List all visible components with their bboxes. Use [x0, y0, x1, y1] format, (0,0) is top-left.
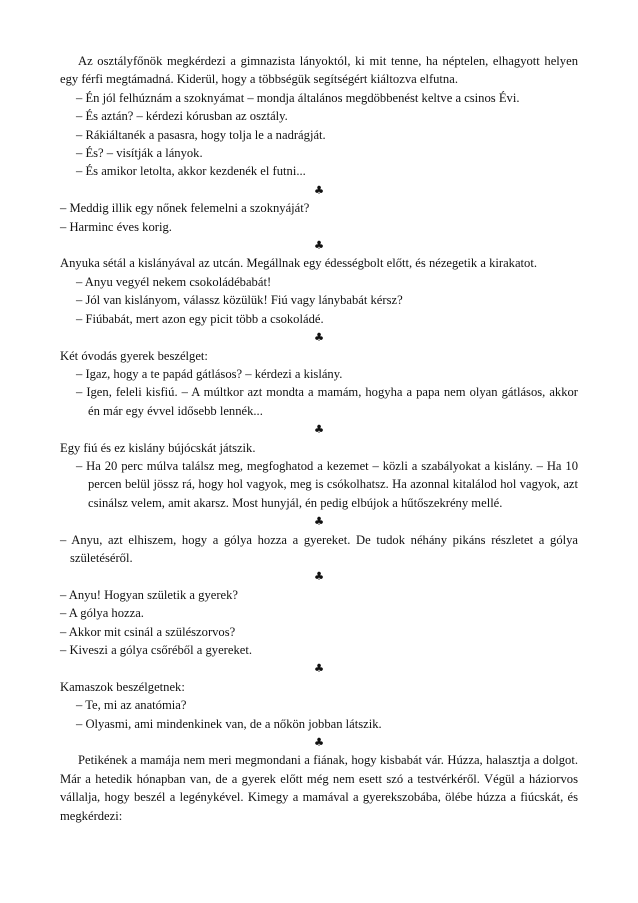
joke-5-line-1: – Ha 20 perc múlva találsz meg, megfoghatod a kezemet – közli a szabályokat a kislány. – Ha 10 percen belül jössz rá, hogy hol vagyok, meg is csókolhatsz. Ha azonnal kitalálod hol vagyok, azt csinálsz velem, amit akarsz. Most hunyjál, én pedig elbújok a hűtőszekrény mellé.	[76, 458, 578, 510]
joke-2-line-1: – Meddig illik egy nőnek felemelni a szoknyáját?	[60, 201, 310, 216]
club-separator-icon: ♣	[313, 422, 325, 437]
joke-8-intro: Kamaszok beszélgetnek:	[60, 679, 185, 694]
document-page	[60, 52, 578, 825]
joke-3-line-3: – Fiúbabát, mert azon egy picit több a csokoládé.	[76, 311, 324, 326]
joke-7-line-1: – Anyu! Hogyan születik a gyerek?	[60, 587, 239, 602]
joke-4-line-1: – Igaz, hogy a te papád gátlásos? – kérdezi a kislány.	[76, 366, 343, 381]
club-separator-icon: ♣	[313, 661, 325, 676]
joke-3-line-1: – Anyu vegyél nekem csokoládébabát!	[76, 274, 272, 289]
club-separator-icon: ♣	[313, 238, 325, 253]
joke-5-intro: Egy fiú és ez kislány bújócskát játszik.	[60, 440, 256, 455]
joke-7-line-3: – Akkor mit csinál a szülészorvos?	[60, 624, 236, 639]
joke-7-line-2: – A gólya hozza.	[60, 606, 144, 621]
joke-1-line-5: – És amikor letolta, akkor kezdenék el futni...	[76, 164, 306, 179]
joke-3-intro: Anyuka sétál a kislányával az utcán. Megállnak egy édességbolt előtt, és nézegetik a kirakatot.	[60, 256, 537, 271]
club-separator-icon: ♣	[313, 735, 325, 750]
joke-6-line-1: – Anyu, azt elhiszem, hogy a gólya hozza a gyereket. De tudok néhány pikáns részletet a gólya születéséről.	[60, 532, 578, 565]
joke-1-line-3: – Rákiáltanék a pasasra, hogy tolja le a nadrágját.	[76, 127, 326, 142]
joke-9-intro: Petikének a mamája nem meri megmondani a fiának, hogy kisbabát vár. Húzza, halasztja a dolgot. Már a hetedik hónapban van, de a gyerek előtt még nem esett szó a testvérkéről. Végül a háziorvos vállalja, hogy beszél a legénykével. Kimegy a mamával a gyerekszobába, ölébe húzza a fiúcskát, és megkérdezi:	[60, 753, 578, 823]
club-separator-icon: ♣	[313, 514, 325, 529]
joke-4-line-2: – Igen, feleli kisfiú. – A múltkor azt mondta a mamám, hogyha a papa nem olyan gátlásos, akkor én már egy évvel idősebb lennék...	[76, 385, 578, 418]
club-separator-icon: ♣	[313, 182, 325, 197]
club-separator-icon: ♣	[313, 569, 325, 584]
joke-1-line-1: – Én jól felhúznám a szoknyámat – mondja általános megdöbbenést keltve a csinos Évi.	[76, 90, 520, 105]
joke-4-intro: Két óvodás gyerek beszélget:	[60, 348, 208, 363]
joke-1-line-4: – És? – visítják a lányok.	[76, 146, 203, 161]
joke-7-line-4: – Kiveszi a gólya csőréből a gyereket.	[60, 643, 252, 657]
joke-8-line-1: – Te, mi az anatómia?	[76, 698, 187, 713]
joke-3-line-2: – Jól van kislányom, válassz közülük! Fiú vagy lánybabát kérsz?	[76, 293, 403, 308]
joke-1-intro: Az osztályfőnök megkérdezi a gimnazista lányoktól, ki mit tenne, ha néptelen, elhagyott helyen egy férfi megtámadná. Kiderül, hogy a többségük segítségért kiáltozva elfutna.	[60, 54, 578, 87]
joke-1-line-2: – És aztán? – kérdezi kórusban az osztály.	[76, 109, 288, 124]
joke-8-line-2: – Olyasmi, ami mindenkinek van, de a nőkön jobban látszik.	[76, 716, 382, 731]
joke-2-line-2: – Harminc éves korig.	[60, 219, 172, 234]
club-separator-icon: ♣	[313, 330, 325, 345]
